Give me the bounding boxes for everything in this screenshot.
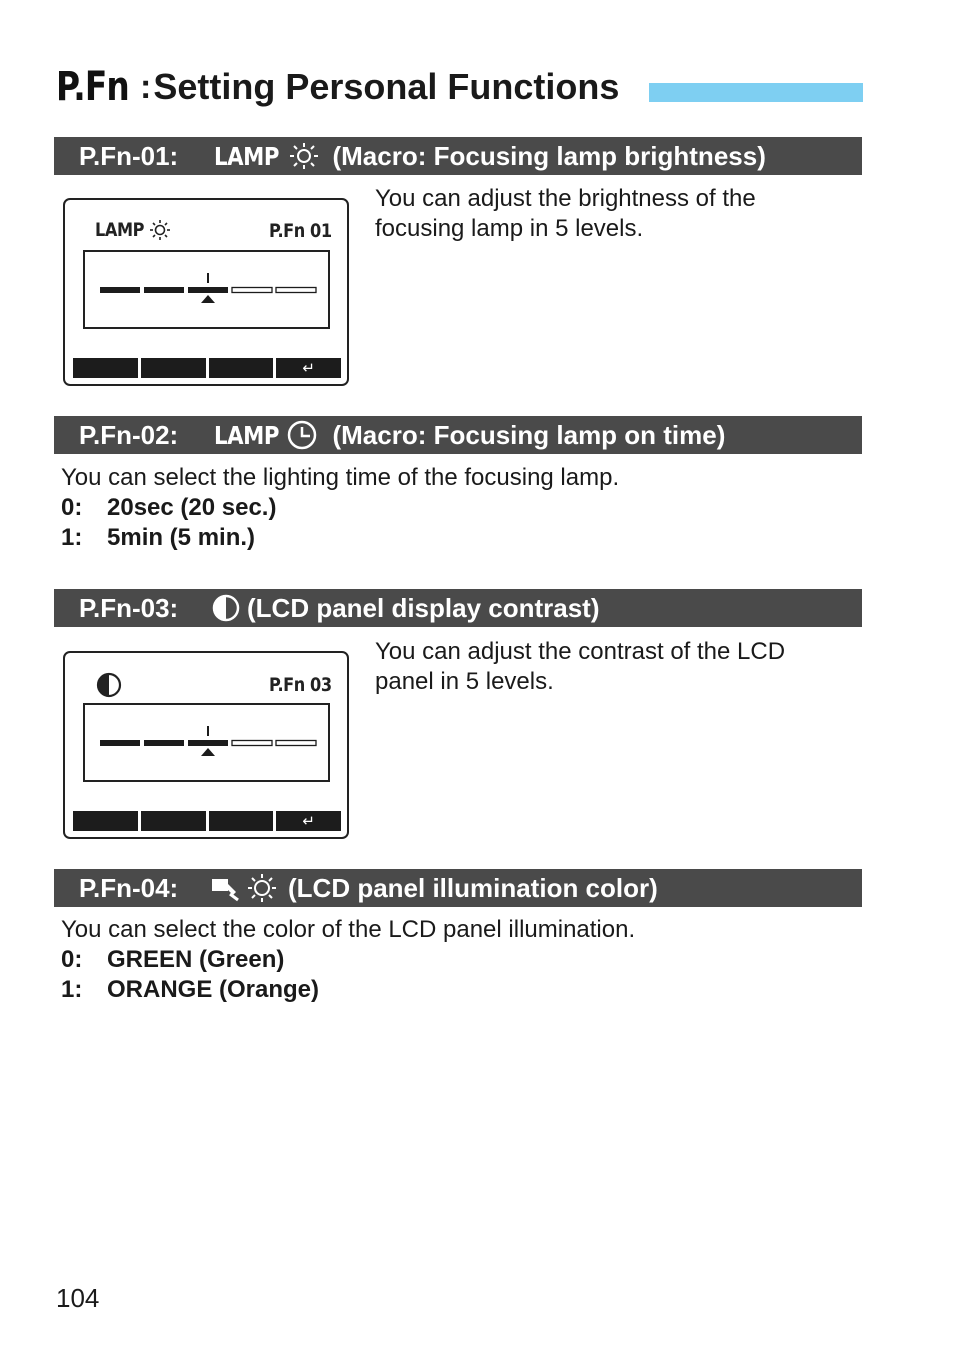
option-value: GREEN (Green) — [107, 946, 285, 973]
section-number: P.Fn-02: — [79, 419, 179, 450]
lcd-panel-pfn-01 — [63, 198, 349, 386]
lcd-function-bar — [73, 358, 341, 378]
level-segment-filled — [100, 740, 140, 746]
lcd-left-label — [95, 218, 173, 242]
option-item — [61, 493, 619, 523]
contrast-icon — [211, 593, 241, 623]
option-key: 1: — [61, 524, 83, 551]
title-accent-bar — [649, 83, 863, 102]
option-value: 5min (5 min.) — [107, 524, 256, 551]
contrast-icon — [95, 671, 123, 699]
pfn-title-prefix: P.Fn — [56, 64, 129, 110]
section-number: P.Fn-01: — [79, 140, 179, 171]
level-segment-empty — [276, 741, 316, 746]
sun-icon — [147, 218, 173, 242]
lcd-bar-segment — [73, 358, 138, 378]
lcd-lamp-text: LAMP — [95, 219, 145, 241]
lamp-text: LAMP — [214, 420, 280, 450]
section-label: (LCD panel display contrast) — [247, 592, 600, 623]
level-segment-empty — [232, 288, 272, 293]
option-item — [61, 945, 635, 975]
section-label: (Macro: Focusing lamp brightness) — [332, 140, 766, 171]
level-segment-filled — [144, 287, 184, 293]
lcd-bar-segment — [73, 811, 138, 831]
option-item — [61, 523, 619, 553]
level-pointer-icon — [201, 748, 215, 756]
section-number: P.Fn-03: — [79, 592, 179, 623]
lcd-bar-segment — [141, 811, 206, 831]
panel-illumination-icon — [210, 872, 282, 904]
section-header-pfn-03 — [54, 589, 862, 627]
title-text: Setting Personal Functions — [153, 66, 620, 107]
level-segment-empty — [232, 741, 272, 746]
level-segment-filled — [144, 740, 184, 746]
level-segment-empty — [276, 288, 316, 293]
option-item — [61, 975, 635, 1005]
description-line: You can adjust the contrast of the LCD — [375, 638, 786, 665]
section-header-pfn-01 — [54, 137, 862, 175]
section-body-pfn-04 — [61, 915, 635, 1005]
description-line: You can adjust the brightness of the — [375, 185, 756, 212]
lcd-function-bar — [73, 811, 341, 831]
level-scale — [85, 252, 328, 327]
clock-icon — [282, 419, 322, 451]
return-icon: ↵ — [276, 358, 341, 378]
section-header-pfn-02 — [54, 416, 862, 454]
lcd-pfn-number: P.Fn 01 — [269, 220, 332, 242]
lcd-bar-segment — [141, 358, 206, 378]
description-line: panel in 5 levels. — [375, 668, 554, 695]
section-description — [375, 184, 756, 244]
option-key: 0: — [61, 494, 83, 521]
option-key: 0: — [61, 946, 83, 973]
lcd-level-frame — [83, 250, 330, 329]
lcd-level-frame — [83, 703, 330, 782]
lcd-bar-segment — [209, 358, 274, 378]
section-body-pfn-02 — [61, 463, 619, 553]
return-icon: ↵ — [276, 811, 341, 831]
level-segment-filled — [188, 287, 228, 293]
section-number: P.Fn-04: — [79, 872, 179, 903]
lcd-panel-pfn-03 — [63, 651, 349, 839]
level-segment-filled — [188, 740, 228, 746]
title-colon: : — [140, 67, 152, 106]
section-header-pfn-04 — [54, 869, 862, 907]
level-segment-filled — [100, 287, 140, 293]
lcd-bar-segment — [209, 811, 274, 831]
section-description — [375, 637, 785, 697]
lamp-text: LAMP — [214, 141, 280, 171]
option-key: 1: — [61, 976, 83, 1003]
page-number: 104 — [56, 1283, 100, 1313]
lcd-pfn-number: P.Fn 03 — [269, 674, 332, 696]
page-title — [56, 62, 619, 112]
section-description: You can select the color of the LCD panel illumination. — [61, 916, 636, 943]
section-label: (LCD panel illumination color) — [288, 872, 658, 903]
section-description: You can select the lighting time of the focusing lamp. — [61, 464, 620, 491]
section-label: (Macro: Focusing lamp on time) — [332, 419, 726, 450]
option-value: 20sec (20 sec.) — [107, 494, 277, 521]
sun-icon — [284, 141, 324, 171]
level-scale — [85, 705, 328, 780]
level-pointer-icon — [201, 295, 215, 303]
description-line: focusing lamp in 5 levels. — [375, 215, 644, 242]
option-value: ORANGE (Orange) — [107, 976, 320, 1003]
